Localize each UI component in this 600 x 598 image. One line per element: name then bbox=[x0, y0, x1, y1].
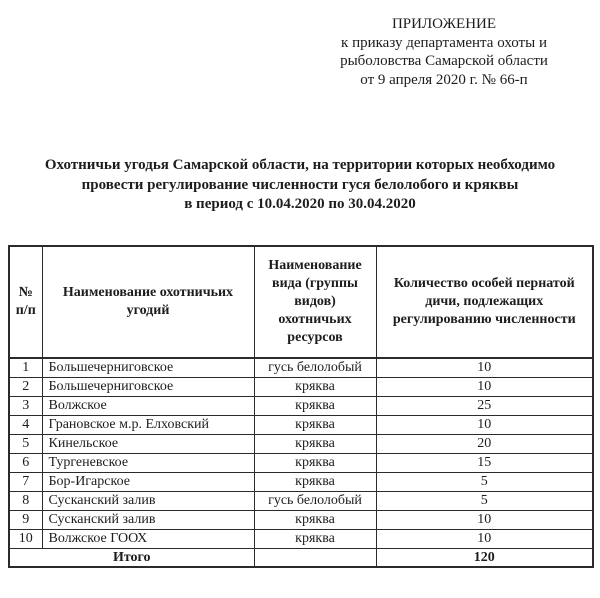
table-row bbox=[9, 529, 593, 548]
cell-species: кряква bbox=[254, 377, 376, 396]
table-row bbox=[9, 453, 593, 472]
cell-num: 6 bbox=[9, 453, 42, 472]
cell-species: гусь белолобый bbox=[254, 491, 376, 510]
cell-ground: Сусканский залив bbox=[42, 510, 254, 529]
table-row bbox=[9, 434, 593, 453]
cell-count: 15 bbox=[376, 453, 593, 472]
table-row bbox=[9, 472, 593, 491]
cell-ground: Бор-Игарское bbox=[42, 472, 254, 491]
cell-num: 2 bbox=[9, 377, 42, 396]
cell-count: 10 bbox=[376, 415, 593, 434]
cell-num: 9 bbox=[9, 510, 42, 529]
cell-ground: Тургеневское bbox=[42, 453, 254, 472]
cell-num: 4 bbox=[9, 415, 42, 434]
total-count: 120 bbox=[376, 548, 593, 567]
cell-count: 5 bbox=[376, 472, 593, 491]
table-row bbox=[9, 415, 593, 434]
cell-count: 10 bbox=[376, 510, 593, 529]
cell-species: кряква bbox=[254, 396, 376, 415]
cell-count: 10 bbox=[376, 529, 593, 548]
title-line: в период с 10.04.2020 по 30.04.2020 bbox=[184, 196, 416, 212]
title-line: Охотничьи угодья Самарской области, на территории которых необходимо bbox=[44, 157, 556, 173]
cell-num: 3 bbox=[9, 396, 42, 415]
document-title bbox=[0, 156, 600, 215]
table-row bbox=[9, 510, 593, 529]
cell-ground: Сусканский залив bbox=[42, 491, 254, 510]
title-line: провести регулирование численности гуся белолобого и кряквы bbox=[81, 176, 519, 193]
appendix-block bbox=[322, 15, 566, 89]
cell-species: кряква bbox=[254, 472, 376, 491]
appendix-line: ПРИЛОЖЕНИЕ bbox=[391, 16, 497, 32]
cell-num: 5 bbox=[9, 434, 42, 453]
cell-ground: Большечерниговское bbox=[42, 358, 254, 377]
cell-ground: Волжское bbox=[42, 396, 254, 415]
cell-count: 10 bbox=[376, 358, 593, 377]
cell-species: гусь белолобый bbox=[254, 358, 376, 377]
cell-count: 5 bbox=[376, 491, 593, 510]
table-row bbox=[9, 491, 593, 510]
cell-ground: Кинельское bbox=[42, 434, 254, 453]
appendix-line: к приказу департамента охоты и bbox=[341, 34, 547, 51]
column-header-num: № п/п bbox=[9, 246, 42, 358]
cell-count: 25 bbox=[376, 396, 593, 415]
cell-count: 20 bbox=[376, 434, 593, 453]
total-row bbox=[9, 548, 593, 567]
column-header-species: Наименование вида (группы видов) охотничьих ресурсов bbox=[254, 246, 376, 358]
table-row bbox=[9, 377, 593, 396]
table-row bbox=[9, 358, 593, 377]
cell-num: 8 bbox=[9, 491, 42, 510]
regulation-table bbox=[8, 245, 594, 568]
cell-ground: Волжское ГООХ bbox=[42, 529, 254, 548]
cell-num: 7 bbox=[9, 472, 42, 491]
column-header-count: Количество особей пернатой дичи, подлежащих регулированию численности bbox=[376, 246, 593, 358]
cell-species: кряква bbox=[254, 529, 376, 548]
cell-num: 1 bbox=[9, 358, 42, 377]
cell-species: кряква bbox=[254, 510, 376, 529]
cell-species: кряква bbox=[254, 415, 376, 434]
total-species-cell bbox=[254, 548, 376, 567]
table-header-row bbox=[9, 246, 593, 358]
cell-ground: Грановское м.р. Елховский bbox=[42, 415, 254, 434]
table-row bbox=[9, 396, 593, 415]
cell-num: 10 bbox=[9, 529, 42, 548]
cell-count: 10 bbox=[376, 377, 593, 396]
cell-ground: Большечерниговское bbox=[42, 377, 254, 396]
column-header-ground: Наименование охотничьих угодий bbox=[42, 246, 254, 358]
cell-species: кряква bbox=[254, 434, 376, 453]
cell-species: кряква bbox=[254, 453, 376, 472]
total-label: Итого bbox=[9, 548, 254, 567]
appendix-line: от 9 апреля 2020 г. № 66-п bbox=[360, 71, 528, 88]
appendix-line: рыболовства Самарской области bbox=[340, 53, 548, 69]
